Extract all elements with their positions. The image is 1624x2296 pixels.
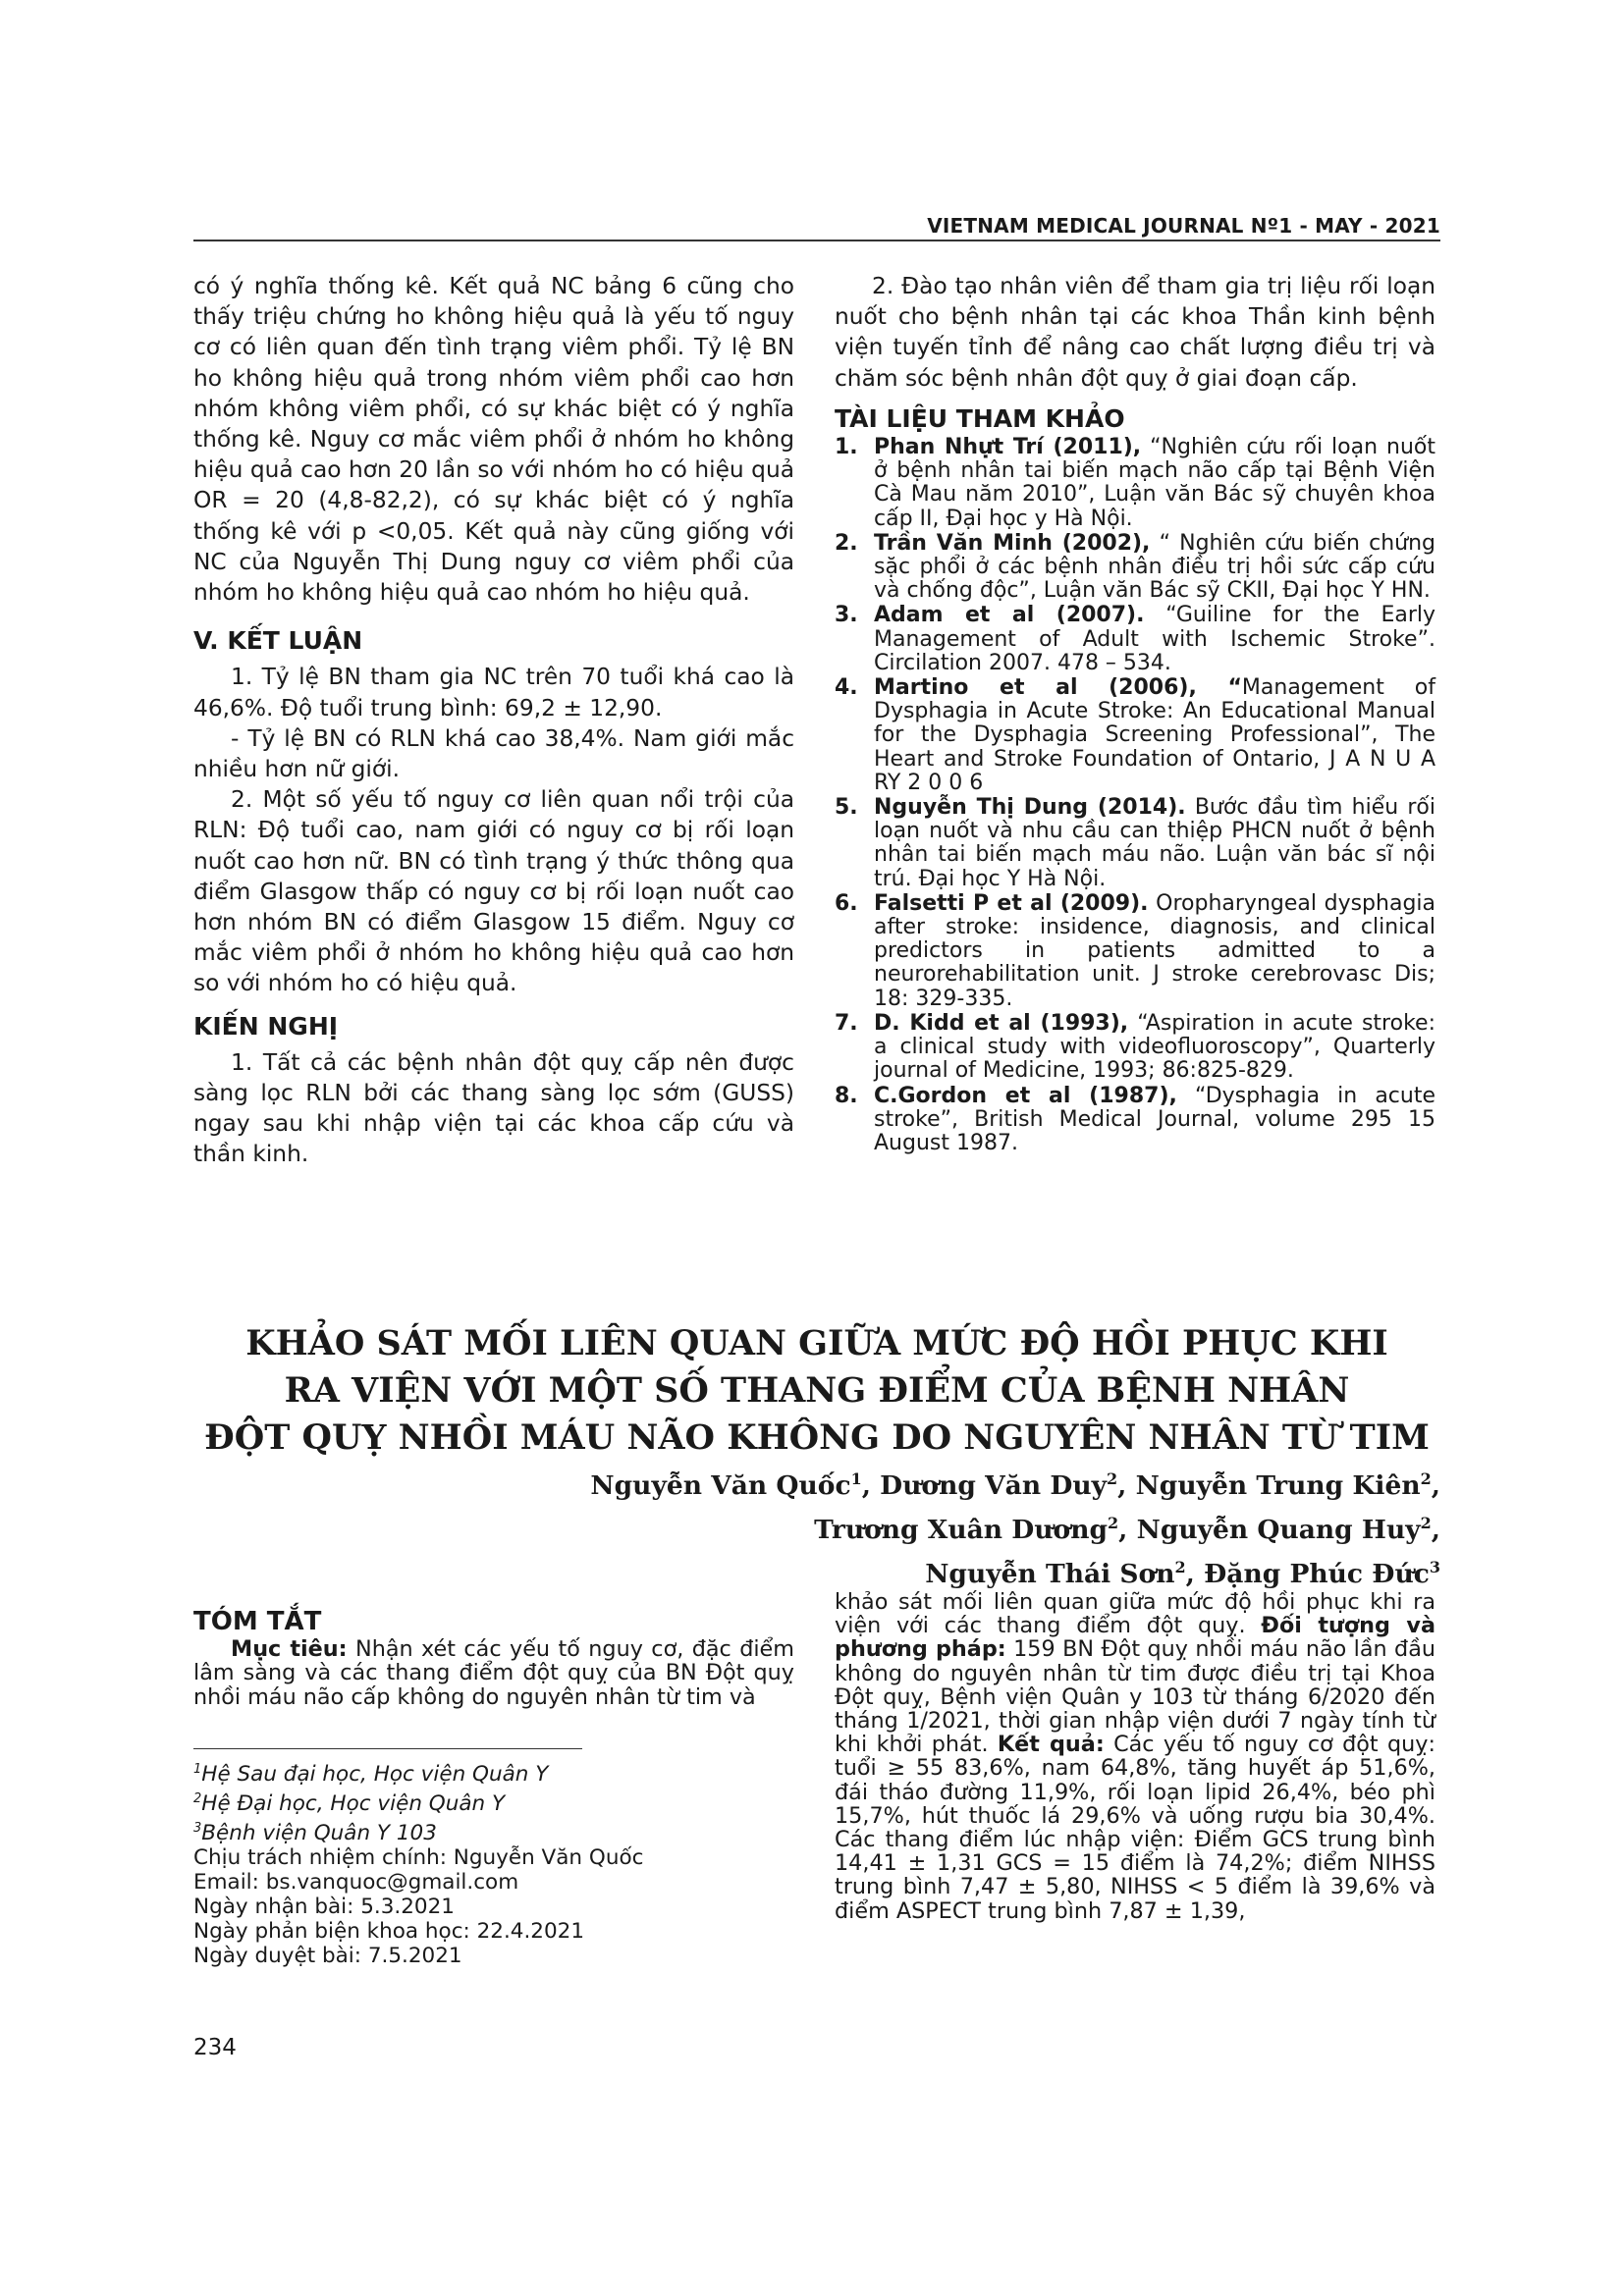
- references-heading: TÀI LIỆU THAM KHẢO: [835, 403, 1125, 433]
- references-list: [835, 436, 1435, 1155]
- page-number: 234: [193, 2035, 237, 2060]
- header-rule: [193, 240, 1440, 241]
- recommendation-item-1: 1. Tất cả các bệnh nhân đột quỵ cấp nên được sàng lọc RLN bởi các thang sàng lọc sớm (GUSS) ngay sau khi nhập viện tại các khoa cấp cứu và thần kinh.: [193, 1048, 794, 1168]
- footnotes: [193, 1757, 743, 1968]
- footnote-rule: [193, 1748, 582, 1749]
- reference-item: 3. Adam et al (2007). “Guiline for the Early Management of Adult with Ischemic Stroke”. Circilation 2007. 478 – 534.: [835, 603, 1435, 675]
- abstract-body: khảo sát mối liên quan giữa mức độ hồi phục khi ra viện với các thang điểm đột quỵ. Đối tượng và phương pháp: 159 BN Đột quỵ nhồi máu não lần đầu không do nguyên nhân từ tim được điều trị tại Khoa Đột quỵ, Bệnh viện Quân y 103 từ tháng 6/2020 đến tháng 1/2021, thời gian nhập viện dưới 7 ngày tính từ khi khởi phát. Kết quả: Các yếu tố nguy cơ đột quỵ: tuổi ≥ 55 83,6%, nam 64,8%, tăng huyết áp 51,6%, đái tháo đường 11,9%, rối loạn lipid 26,4%, béo phì 15,7%, hút thuốc lá 29,6% và uống rượu bia 30,4%. Các thang điểm lúc nhập viện: Điểm GCS trung bình 14,41 ± 1,31 GCS = 15 điểm là 74,2%; điểm NIHSS trung bình 7,47 ± 5,80, NIHSS < 5 điểm là 39,6% và điểm ASPECT trung bình 7,87 ± 1,39,: [835, 1589, 1435, 1924]
- left-column: [193, 271, 794, 1170]
- discussion-paragraph: có ý nghĩa thống kê. Kết quả NC bảng 6 cũng cho thấy triệu chứng ho không hiệu quả là yếu tố nguy cơ có liên quan đến tình trạng viêm phổi. Tỷ lệ BN ho không hiệu quả trong nhóm viêm phổi cao hơn nhóm không viêm phổi, có sự khác biệt có ý nghĩa thống kê. Nguy cơ mắc viêm phổi ở nhóm ho không hiệu quả cao hơn 20 lần so với nhóm ho có hiệu quả OR = 20 (4,8-82,2), có sự khác biệt có ý nghĩa thống kê với p <0,05. Kết quả này cũng giống với NC của Nguyễn Thị Dung nguy cơ viêm phổi của nhóm ho không hiệu quả cao nhóm ho hiệu quả.: [193, 273, 794, 607]
- conclusion-heading: V. KẾT LUẬN: [193, 626, 363, 656]
- title-line-1: KHẢO SÁT MỐI LIÊN QUAN GIỮA MỨC ĐỘ HỒI PHỤC KHI: [245, 1323, 1388, 1363]
- affiliation-2: $^2$Hệ Đại học, Học viện Quân Y: [193, 1791, 506, 1817]
- abstract-heading: TÓM TẮT: [193, 1607, 322, 1636]
- abstract-right: [835, 1590, 1435, 1923]
- conclusion-item-3: 2. Một số yếu tố nguy cơ liên quan nổi trội của RLN: Độ tuổi cao, nam giới có nguy cơ bị rối loạn nuốt cao hơn nữ. BN có tình trạng ý thức thông qua điểm Glasgow thấp có nguy cơ bị rối loạn nuốt cao hơn nhóm BN có điểm Glasgow 15 điểm. Nguy cơ mắc viêm phổi ở nhóm ho không hiệu quả cao hơn so với nhóm ho có hiệu quả.: [193, 786, 794, 997]
- reference-item: 2. Trần Văn Minh (2002), “ Nghiên cứu biến chứng sặc phổi ở các bệnh nhân điều trị hồi sức cấp cứu và chống độc”, Luận văn Bác sỹ CKII, Đại học Y HN.: [835, 530, 1435, 604]
- date-accepted: Ngày duyệt bài: 7.5.2021: [193, 1944, 462, 1969]
- author-list: [590, 1461, 1440, 1592]
- conclusion-item-2: - Tỷ lệ BN có RLN khá cao 38,4%. Nam giới mắc nhiều hơn nữ giới.: [193, 724, 794, 783]
- title-line-3: ĐỘT QUỴ NHỒI MÁU NÃO KHÔNG DO NGUYÊN NHÂN TỪ TIM: [204, 1417, 1430, 1458]
- right-column: [835, 271, 1435, 1156]
- recommendation-heading: KIẾN NGHỊ: [193, 1011, 339, 1041]
- reference-item: 7. D. Kidd et al (1993), “Aspiration in acute stroke: a clinical study with videofluoroscopy”, Quarterly journal of Medicine, 1993; 86:825-829.: [835, 1010, 1435, 1084]
- affiliation-3: $^3$Bệnh viện Quân Y 103: [193, 1821, 437, 1846]
- article-title: [193, 1320, 1440, 1462]
- author-line-1: Nguyễn Văn Quốc$^1$, Dương Văn Duy$^2$, Nguyễn Trung Kiên$^2$,: [590, 1469, 1440, 1501]
- reference-item: 5. Nguyễn Thị Dung (2014). Bước đầu tìm hiểu rối loạn nuốt và nhu cầu can thiệp PHCN nuốt ở bệnh nhân tai biến mạch máu não. Luận văn bác sĩ nội trú. Đại học Y Hà Nội.: [835, 795, 1435, 891]
- affiliation-1: $^1$Hệ Sau đại học, Học viện Quân Y: [193, 1762, 549, 1788]
- abstract-objective: Mục tiêu: Nhận xét các yếu tố nguy cơ, đặc điểm lâm sàng và các thang điểm đột quỵ của BN Đột quỵ nhồi máu não cấp không do nguyên nhân từ tim và: [193, 1636, 794, 1710]
- author-line-3: Nguyễn Thái Sơn$^2$, Đặng Phúc Đức$^3$: [925, 1557, 1440, 1589]
- reference-item: 6. Falsetti P et al (2009). Oropharyngeal dysphagia after stroke: insidence, diagnosis, and clinical predictors in patients admitted to a neurorehabilitation unit. J stroke cerebrovasc Dis; 18: 329-335.: [835, 890, 1436, 1011]
- corresponding-author: Chịu trách nhiệm chính: Nguyễn Văn Quốc: [193, 1845, 644, 1871]
- title-line-2: RA VIỆN VỚI MỘT SỐ THANG ĐIỂM CỦA BỆNH NHÂN: [284, 1370, 1350, 1411]
- date-reviewed: Ngày phản biện khoa học: 22.4.2021: [193, 1919, 585, 1945]
- reference-item: 4. Martino et al (2006), “Management of Dysphagia in Acute Stroke: An Educational Manual for the Dysphagia Screening Professional”, The Heart and Stroke Foundation of Ontario, J A N U A RY 2 0 0 6: [835, 675, 1435, 795]
- recommendation-item-2: 2. Đào tạo nhân viên để tham gia trị liệu rối loạn nuốt cho bệnh nhân tại các khoa Thần kinh bệnh viện tuyến tỉnh để nâng cao chất lượng điều trị và chăm sóc bệnh nhân đột quỵ ở giai đoạn cấp.: [835, 273, 1435, 392]
- reference-item: 1. Phan Nhựt Trí (2011), “Nghiên cứu rối loạn nuốt ở bệnh nhân tai biến mạch não cấp tại Bệnh Viện Cà Mau năm 2010”, Luận văn Bác sỹ chuyên khoa cấp II, Đại học y Hà Nội.: [835, 435, 1436, 531]
- date-received: Ngày nhận bài: 5.3.2021: [193, 1895, 455, 1920]
- conclusion-item-1: 1. Tỷ lệ BN tham gia NC trên 70 tuổi khá cao là 46,6%. Độ tuổi trung bình: 69,2 ± 12,90.: [193, 664, 794, 721]
- author-email: Email: bs.vanquoc@gmail.com: [193, 1870, 519, 1896]
- journal-header: VIETNAM MEDICAL JOURNAL Nº1 - MAY - 2021: [927, 214, 1440, 238]
- reference-item: 8. C.Gordon et al (1987), “Dysphagia in acute stroke”, British Medical Journal, volume 295 15 August 1987.: [835, 1083, 1435, 1155]
- author-line-2: Trương Xuân Dương$^2$, Nguyễn Quang Huy$^2$,: [814, 1513, 1440, 1545]
- abstract-left: [193, 1607, 794, 1710]
